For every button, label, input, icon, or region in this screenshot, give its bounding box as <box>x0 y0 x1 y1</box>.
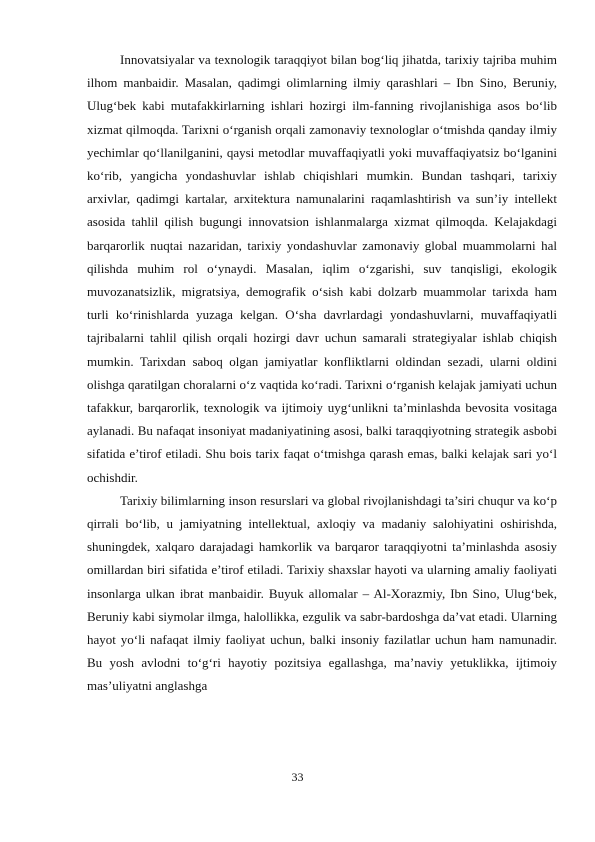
paragraph-1: Innovatsiyalar va texnologik taraqqiyot bilan bog‘liq jihatda, tarixiy tajriba muhim ilhom manbaidir. Masalan, qadimgi olimlarning ilmiy qarashlari – Ibn Sino, Beruniy, Ulug‘bek kabi mutafakkirlarning ishlari hozirgi ilm-fanning rivojlanishiga asos bo‘lib xizmat qilmoqda. Tarixni o‘rganish orqali zamonaviy texnologlar o‘tmishda qanday ilmiy yechimlar qo‘llanilganini, qaysi metodlar muvaffaqiyatli yoki muvaffaqiyatsiz bo‘lganini ko‘rib, yangicha yondashuvlar ishlab chiqishlari mumkin. Bundan tashqari, tarixiy arxivlar, qadimgi kartalar, arxitektura namunalarini raqamlashtirish va sun’iy intellekt asosida tahlil qilish bugungi innovatsion ishlanmalarga xizmat qilmoqda. Kelajakdagi barqarorlik nuqtai nazaridan, tarixiy yondashuvlar zamonaviy global muammolarni hal qilishda muhim rol o‘ynaydi. Masalan, iqlim o‘zgarishi, suv tanqisligi, ekologik muvozanatsizlik, migratsiya, demografik o‘sish kabi dolzarb muammolar tarixda ham turli ko‘rinishlarda yuzaga kelgan. O‘sha davrlardagi yondashuvlarni, muvaffaqiyatli tajribalarni tahlil qilish orqali hozirgi davr uchun samarali strategiyalar ishlab chiqish mumkin. Tarixdan saboq olgan jamiyatlar konfliktlarni oldindan sezadi, ularni oldini olishga qaratilgan choralarni o‘z vaqtida ko‘radi. Tarixni o‘rganish kelajak jamiyati uchun tafakkur, barqarorlik, texnologik va ijtimoiy uyg‘unlikni ta’minlashda bevosita vositaga aylanadi. Bu nafaqat insoniyat madaniyatining asosi, balki taraqqiyotning strategik asbobi sifatida e’tirof etiladi. Shu bois tarix faqat o‘tmishga qarash emas, balki kelajak sari yo‘l ochishdir. <box>87 52 557 485</box>
paragraph-2: Tarixiy bilimlarning inson resurslari va global rivojlanishdagi ta’siri chuqur va ko‘p qirrali bo‘lib, u jamiyatning intellektual, axloqiy va madaniy salohiyatini oshirishda, shuningdek, xalqaro darajadagi hamkorlik va barqaror taraqqiyotni ta’minlashda asosiy omillardan biri sifatida e’tirof etiladi. Tarixiy shaxslar hayoti va ularning amaliy faoliyati insonlarga ulkan ibrat manbaidir. Buyuk allomalar – Al-Xorazmiy, Ibn Sino, Ulug‘bek, Beruniy kabi siymolar ilmga, halollikka, ezgulik va sabr-bardoshga da’vat etadi. Ularning hayot yo‘li nafaqat ilmiy faoliyat uchun, balki insoniy fazilatlar uchun ham namunadir. Bu yosh avlodni to‘g‘ri hayotiy pozitsiya egallashga, ma’naviy yetuklikka, ijtimoiy mas’uliyatni anglashga <box>87 492 557 694</box>
page-number: 33 <box>291 770 304 784</box>
document-body <box>87 48 557 698</box>
